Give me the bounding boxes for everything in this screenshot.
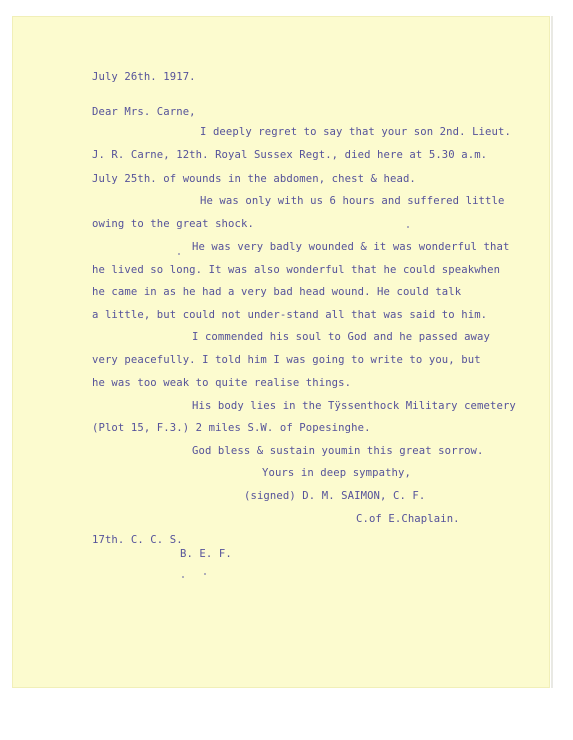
letter-body-line: J. R. Carne, 12th. Royal Sussex Regt., died here at 5.30 a.m. xyxy=(92,149,488,161)
letter-body-line: he was too weak to quite realise things. xyxy=(92,377,352,389)
letter-body-line: He was only with us 6 hours and suffered little xyxy=(200,195,505,207)
letter-body-line: July 25th. of wounds in the abdomen, chest & head. xyxy=(92,173,416,185)
letter-signature: (signed) D. M. SAIMON, C. F. xyxy=(244,490,426,502)
letter-unit-line: B. E. F. xyxy=(180,548,232,560)
letter-date: July 26th. 1917. xyxy=(92,71,196,83)
ink-speck xyxy=(182,576,184,578)
letter-body-line: very peacefully. I told him I was going to write to you, but xyxy=(92,354,481,366)
letter-body-line: he lived so long. It was also wonderful that he could speakwhen xyxy=(92,264,501,276)
letter-body-line: He was very badly wounded & it was wonderful that xyxy=(192,241,510,253)
letter-body-line: His body lies in the Tÿssenthock Military cemetery xyxy=(192,400,516,412)
letter-body-line: a little, but could not under-stand all that was said to him. xyxy=(92,309,488,321)
ink-speck xyxy=(178,253,180,255)
ink-speck xyxy=(204,573,206,575)
letter-body-line: I deeply regret to say that your son 2nd. Lieut. xyxy=(200,126,511,138)
letter-closing: Yours in deep sympathy, xyxy=(262,467,411,479)
letter-body-line: I commended his soul to God and he passed away xyxy=(192,331,490,343)
letter-signatory-title: C.of E.Chaplain. xyxy=(356,513,460,525)
letter-body-line: God bless & sustain youmin this great sorrow. xyxy=(192,445,484,457)
ink-speck xyxy=(407,226,409,228)
letter-salutation: Dear Mrs. Carne, xyxy=(92,106,196,118)
letter-body-line: owing to the great shock. xyxy=(92,218,254,230)
letter-body-line: (Plot 15, F.3.) 2 miles S.W. of Popesinghe. xyxy=(92,422,371,434)
letter-unit-line: 17th. C. C. S. xyxy=(92,534,183,546)
paper-edge xyxy=(551,16,553,688)
letter-body-line: he came in as he had a very bad head wound. He could talk xyxy=(92,286,462,298)
